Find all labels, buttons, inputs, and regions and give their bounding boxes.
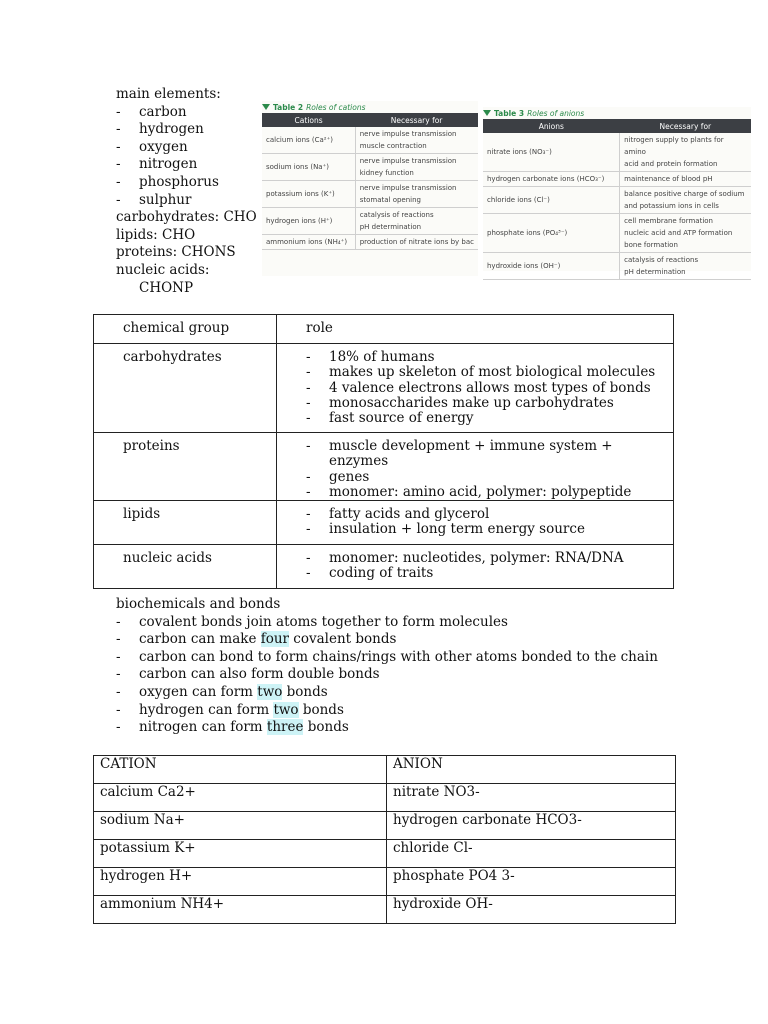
triangle-icon xyxy=(483,110,491,116)
table-row: potassium ions (K⁺) nerve impulse transmission stomatal opening xyxy=(262,181,478,208)
bonds-section xyxy=(116,596,658,737)
table-row: hydrogen carbonate ions (HCO₃⁻) maintenance of blood pH xyxy=(483,172,751,187)
list-item: - nitrogen xyxy=(116,156,198,173)
list-item: - carbon can make four covalent bonds xyxy=(116,631,397,648)
table-row: hydroxide ions (OH⁻) catalysis of reactions pH determination xyxy=(483,253,751,280)
list-item: - oxygen xyxy=(116,138,188,155)
list-item: - phosphorus xyxy=(116,173,219,190)
list-item: - oxygen can form two bonds xyxy=(116,683,328,700)
anions-reference-table: Table 3 Roles of anions Anions Necessary for nitrate ions (NO₃⁻) nitrogen supply to plants for amino acid and protein formation hydrogen carbonate ions (HCO₃⁻) maintenance of blood pH chloride ions (Cl⁻) balance positive charge of sodium and potassium ions in cells phosphate ions (PO₄³⁻) cell membrane formation nucleic acid and ATP formation bone formation hydroxide ions (OH⁻) catalysis of reactions pH determination xyxy=(483,107,751,271)
roles-table xyxy=(93,314,674,589)
table-row: ammonium ions (NH₄⁺) production of nitrate ions by bac xyxy=(262,235,478,250)
table-row: ammonium NH4+ hydroxide OH- xyxy=(94,896,676,924)
anions-table-title: Table 3 Roles of anions xyxy=(483,107,751,119)
triangle-icon xyxy=(262,104,270,110)
list-item: - nitrogen can form three bonds xyxy=(116,719,349,736)
table-row: potassium K+ chloride Cl- xyxy=(94,840,676,868)
list-item: - carbon xyxy=(116,103,187,120)
bonds-heading: biochemicals and bonds xyxy=(116,596,281,612)
table-row: hydrogen ions (H⁺) catalysis of reactions pH determination xyxy=(262,208,478,235)
cations-table-title: Table 2 Roles of cations xyxy=(262,101,478,113)
list-item: - hydrogen can form two bonds xyxy=(116,701,344,718)
list-item: - covalent bonds join atoms together to form molecules xyxy=(116,613,508,630)
table-row: nucleic acids - monomer: nucleotides, polymer: RNA/DNA - coding of traits xyxy=(94,545,674,589)
elements-heading: main elements: xyxy=(116,86,221,102)
formula-line: proteins: CHONS xyxy=(116,244,236,261)
table-row: calcium Ca2+ nitrate NO3- xyxy=(94,784,676,812)
table-header-row: CATION ANION xyxy=(94,756,676,784)
table-row: phosphate ions (PO₄³⁻) cell membrane formation nucleic acid and ATP formation bone formation xyxy=(483,214,751,253)
highlighted-text: two xyxy=(257,683,283,700)
list-item: - sulphur xyxy=(116,191,192,208)
table-row: sodium Na+ hydrogen carbonate HCO3- xyxy=(94,812,676,840)
highlighted-text: four xyxy=(260,631,290,648)
table-row: nitrate ions (NO₃⁻) nitrogen supply to plants for amino acid and protein formation xyxy=(483,133,751,172)
formula-line: carbohydrates: CHO xyxy=(116,209,257,226)
highlighted-text: two xyxy=(273,701,299,718)
list-item: - carbon can also form double bonds xyxy=(116,666,380,683)
table-row: sodium ions (Na⁺) nerve impulse transmission kidney function xyxy=(262,154,478,181)
cations-reference-table: Table 2 Roles of cations Cations Necessary for calcium ions (Ca²⁺) nerve impulse transmission muscle contraction sodium ions (Na⁺) nerve impulse transmission kidney function potassium ions (K⁺) nerve impulse transmission stomatal opening hydrogen ions (H⁺) catalysis of reactions pH determination ammonium ions (NH₄⁺) production of nitrate ions by bac xyxy=(262,101,478,276)
formula-line: nucleic acids: xyxy=(116,261,210,278)
formula-line: CHONP xyxy=(139,279,194,296)
list-item: - hydrogen xyxy=(116,121,204,138)
table-row: calcium ions (Ca²⁺) nerve impulse transmission muscle contraction xyxy=(262,127,478,154)
elements-section xyxy=(116,86,257,297)
table-header-row: chemical group role xyxy=(94,315,674,344)
formula-line: lipids: CHO xyxy=(116,226,196,243)
ions-table xyxy=(93,755,676,924)
table-row: hydrogen H+ phosphate PO4 3- xyxy=(94,868,676,896)
table-row: lipids - fatty acids and glycerol - insulation + long term energy source xyxy=(94,501,674,545)
table-row: carbohydrates - 18% of humans - makes up skeleton of most biological molecules - 4 valence electrons allows most types of bonds - monosaccharides make up carbohydrates - fast source of energy xyxy=(94,344,674,433)
list-item: - carbon can bond to form chains/rings with other atoms bonded to the chain xyxy=(116,648,658,665)
highlighted-text: three xyxy=(266,719,304,736)
table-row: chloride ions (Cl⁻) balance positive charge of sodium and potassium ions in cells xyxy=(483,187,751,214)
table-row: proteins - muscle development + immune system + enzymes - genes - monomer: amino acid, polymer: polypeptide xyxy=(94,433,674,501)
